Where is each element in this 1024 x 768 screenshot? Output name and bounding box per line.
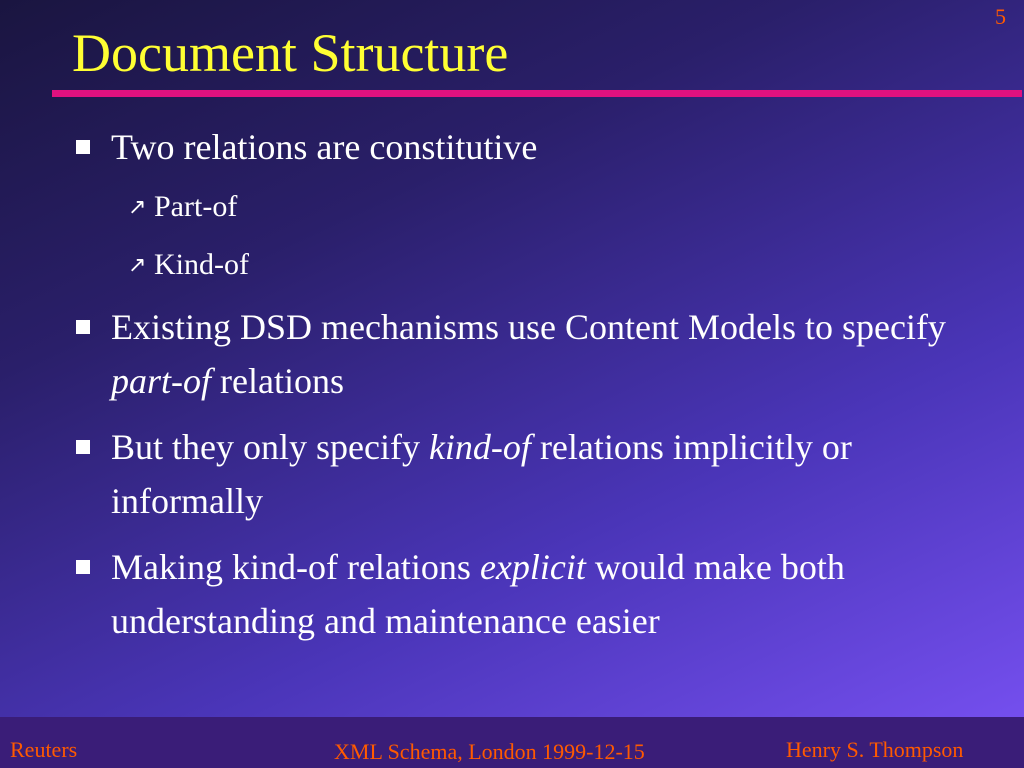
square-bullet-icon: [76, 320, 90, 334]
square-bullet-icon: [76, 560, 90, 574]
diagonal-arrow-icon: ↗: [128, 195, 147, 220]
sub-bullet-item: [128, 245, 249, 286]
diagonal-arrow-icon: ↗: [128, 253, 147, 278]
sub-bullet-text: Kind-of: [154, 248, 249, 281]
footer: [0, 717, 1024, 768]
bullet-text: Making kind-of relations explicit would make both understanding and maintenance easier: [111, 547, 845, 641]
slide-number: 5: [995, 4, 1006, 29]
emphasis: explicit: [479, 547, 586, 587]
emphasis: part-of: [111, 361, 212, 401]
footer-event: XML Schema, London 1999-12-15: [334, 739, 645, 764]
bullet-item: [76, 300, 946, 408]
footer-author: Henry S. Thompson: [786, 737, 964, 762]
sub-bullet-text: Part-of: [154, 190, 238, 223]
emphasis: kind-of: [428, 427, 531, 467]
title-rule: [52, 90, 1022, 97]
bullet-text: Existing DSD mechanisms use Content Models to specify part-of relations: [111, 307, 946, 401]
square-bullet-icon: [76, 440, 90, 454]
square-bullet-icon: [76, 140, 90, 154]
bullet-item: [76, 420, 946, 528]
sub-bullet-item: [128, 187, 237, 228]
bullet-item: [76, 120, 946, 174]
bullet-text: But they only specify kind-of relations implicitly or informally: [111, 427, 852, 521]
slide-title: Document Structure: [72, 23, 509, 83]
bullet-item: [76, 540, 946, 648]
bullet-text: Two relations are constitutive: [111, 127, 538, 167]
footer-organization: Reuters: [10, 737, 78, 762]
